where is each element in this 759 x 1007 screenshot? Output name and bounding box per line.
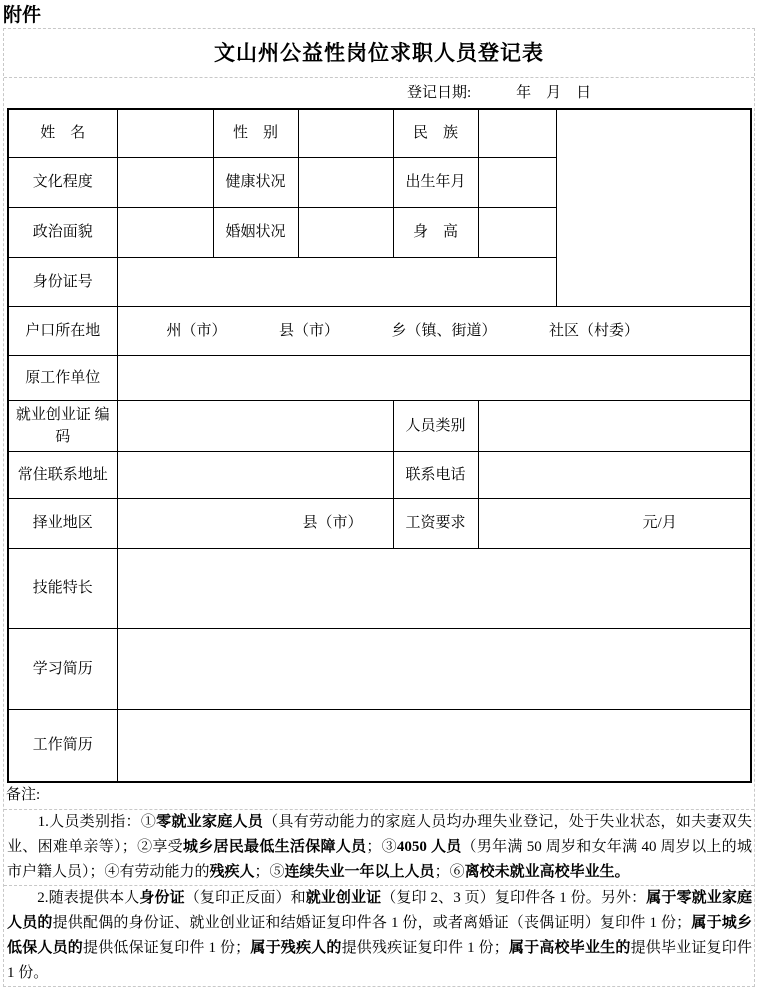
field-label-birth-date: 出生年月: [393, 157, 478, 207]
field-label-study-history: 学习简历: [8, 628, 117, 709]
row-name-gender-ethnicity: [8, 109, 751, 157]
field-input-contact-address[interactable]: [117, 451, 393, 498]
row-work-history: [8, 709, 751, 782]
field-input-contact-phone[interactable]: [478, 451, 751, 498]
field-input-height[interactable]: [478, 207, 556, 257]
field-label-person-category: 人员类别: [393, 400, 478, 451]
field-label-id-number: 身份证号: [8, 257, 117, 306]
field-label-ethnicity: 民 族: [393, 109, 478, 157]
form-document: [3, 28, 755, 987]
remarks-label: 备注:: [6, 787, 41, 803]
field-input-former-employer[interactable]: [117, 355, 751, 400]
field-label-name: 姓 名: [8, 109, 117, 157]
field-input-id-number[interactable]: [117, 257, 556, 306]
row-skills: [8, 548, 751, 628]
field-label-contact-address: 常住联系地址: [8, 451, 117, 498]
field-label-salary-requirement: 工资要求: [393, 498, 478, 548]
field-input-gender[interactable]: [298, 109, 393, 157]
field-label-education-level: 文化程度: [8, 157, 117, 207]
field-input-salary-requirement[interactable]: 元/月: [478, 498, 751, 548]
field-input-job-area[interactable]: 县（市）: [117, 498, 393, 548]
row-study-history: [8, 628, 751, 709]
field-input-employment-cert-code[interactable]: [117, 400, 393, 451]
field-input-marital-status[interactable]: [298, 207, 393, 257]
field-input-work-history[interactable]: [117, 709, 751, 782]
field-label-height: 身 高: [393, 207, 478, 257]
field-input-ethnicity[interactable]: [478, 109, 556, 157]
field-label-health-status: 健康状况: [213, 157, 298, 207]
registration-form-table: [7, 108, 752, 783]
row-job-area-salary: [8, 498, 751, 548]
field-input-political-status[interactable]: [117, 207, 213, 257]
row-household-location: [8, 306, 751, 355]
field-input-health-status[interactable]: [298, 157, 393, 207]
field-label-job-area: 择业地区: [8, 498, 117, 548]
note-required-documents: 2.随表提供本人身份证（复印正反面）和就业创业证（复印 2、3 页）复印件各 1 份。另外：属于零就业家庭人员的提供配偶的身份证、就业创业证和结婚证复印件各 1 份，或者离婚证（丧偶证明）复印件 1 份；属于城乡低保人员的提供低保证复印件 1 份；属于残疾人的提供残疾证复印件 1 份；属于高校毕业生的提供毕业证复印件 1 份。: [4, 885, 754, 986]
attachment-label: 附件: [3, 5, 42, 26]
field-input-skills[interactable]: [117, 548, 751, 628]
field-input-birth-date[interactable]: [478, 157, 556, 207]
form-title: 文山州公益性岗位求职人员登记表: [4, 29, 754, 78]
row-cert-code-category: [8, 400, 751, 451]
note-person-categories: 1.人员类别指：①零就业家庭人员（具有劳动能力的家庭人员均办理失业登记，处于失业状态，如夫妻双失业、困难单亲等）；②享受城乡居民最低生活保障人员；③4050 人员（男年满 50 周岁和女年满 40 周岁以上的城市户籍人员）；④有劳动能力的残疾人；⑤连续失业一年以上人员；⑥离校未就业高校毕业生。: [4, 809, 754, 885]
row-former-employer: [8, 355, 751, 400]
registration-date-line: 登记日期: 年 月 日: [407, 85, 592, 101]
photo-area[interactable]: [556, 109, 751, 306]
field-input-study-history[interactable]: [117, 628, 751, 709]
field-input-person-category[interactable]: [478, 400, 751, 451]
field-label-gender: 性 别: [213, 109, 298, 157]
field-label-former-employer: 原工作单位: [8, 355, 117, 400]
field-input-education-level[interactable]: [117, 157, 213, 207]
field-label-political-status: 政治面貌: [8, 207, 117, 257]
field-label-contact-phone: 联系电话: [393, 451, 478, 498]
field-label-marital-status: 婚姻状况: [213, 207, 298, 257]
field-label-household-location: 户口所在地: [8, 306, 117, 355]
row-address-phone: [8, 451, 751, 498]
field-input-name[interactable]: [117, 109, 213, 157]
field-label-skills: 技能特长: [8, 548, 117, 628]
field-label-employment-cert-code: 就业创业证 编码: [8, 400, 117, 451]
field-input-household-location[interactable]: 州（市） 县（市） 乡（镇、街道） 社区（村委）: [117, 306, 751, 355]
field-label-work-history: 工作简历: [8, 709, 117, 782]
